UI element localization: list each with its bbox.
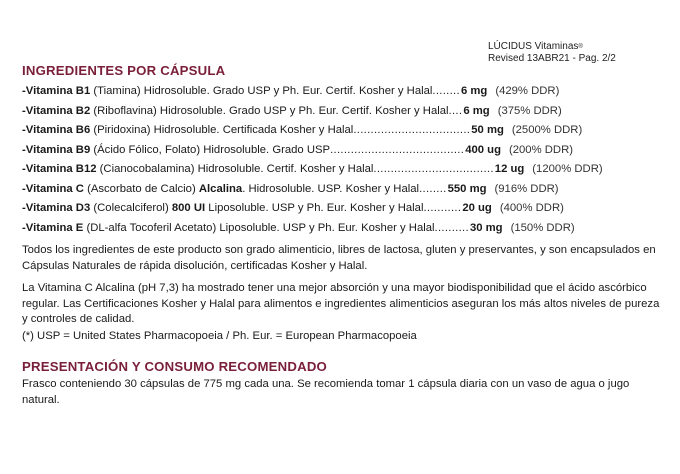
dot-leader: .................................. bbox=[353, 124, 471, 136]
vitamin-dose: 50 mg bbox=[471, 124, 504, 136]
vitamin-row bbox=[22, 222, 662, 242]
vitamin-highlight: 800 UI bbox=[171, 202, 206, 214]
vitamin-name: -Vitamina D3 bbox=[22, 202, 91, 214]
revision-label: Revised 13ABR21 - Pag. 2/2 bbox=[488, 53, 616, 64]
vitamin-dose: 6 mg bbox=[460, 85, 488, 97]
vitamin-description: (DL-alfa Tocoferil Acetato) Liposoluble. USP y Ph. Eur. Kosher y Halal bbox=[83, 221, 435, 234]
vitamin-name: -Vitamina B2 bbox=[22, 104, 91, 117]
dot-leader: ........ bbox=[419, 182, 447, 195]
vitamin-description: (Piridoxina) Hidrosoluble. Certificada Kosher y Halal bbox=[90, 124, 354, 136]
vitamin-ddr: (2500% DDR) bbox=[511, 124, 583, 136]
vitamin-ddr: (375% DDR) bbox=[497, 104, 562, 117]
vitamin-description-extra: . Hidrosoluble. USP. Kosher y Halal bbox=[242, 182, 420, 195]
dot-leader: .......... bbox=[434, 221, 469, 234]
vitamin-description: (Ascorbato de Calcio) bbox=[83, 182, 199, 195]
vitamin-dose: 400 ug bbox=[465, 143, 501, 156]
vitamin-name: -Vitamina B9 bbox=[22, 143, 91, 156]
brand-name-line bbox=[488, 41, 616, 53]
vitamin-ddr: (1200% DDR) bbox=[532, 163, 603, 175]
vitamin-ddr: (400% DDR) bbox=[499, 202, 564, 214]
vitamin-name: -Vitamina B6 bbox=[22, 124, 91, 136]
brand-header bbox=[488, 41, 616, 65]
vitamin-dose: 30 mg bbox=[469, 221, 503, 234]
vitamin-dose: 550 mg bbox=[447, 182, 487, 195]
vitamin-dose: 20 ug bbox=[462, 202, 492, 214]
vitamin-row bbox=[22, 163, 662, 183]
dot-leader: ........ bbox=[432, 85, 460, 97]
presentation-text: Frasco conteniendo 30 cápsulas de 775 mg cada una. Se recomienda tomar 1 cápsula diaria con un vaso de agua o jugo natural. bbox=[22, 378, 630, 406]
vitamin-c-note: La Vitamina C Alcalina (pH 7,3) ha mostrado tener una mejor absorción y una mayor biodisponibilidad que el ácido ascórbico regular. Las Certificaciones Kosher y Halal para alimentos e ingredientes alimenticios aseguran los más altos niveles de pureza y controles de calidad. bbox=[22, 282, 660, 325]
dot-leader: ................................... bbox=[373, 163, 494, 175]
dot-leader: ........... bbox=[423, 202, 462, 214]
ingredients-note: Todos los ingredientes de este producto son grado alimenticio, libres de lactosa, gluten y preservantes, y son encapsulados en Cápsulas Naturales de rápida disolución, certificadas Kosher y Halal. bbox=[22, 244, 656, 272]
vitamin-name: -Vitamina B1 bbox=[22, 85, 91, 97]
vitamin-name: -Vitamina B12 bbox=[22, 163, 97, 175]
vitamin-ddr: (150% DDR) bbox=[510, 221, 575, 234]
vitamin-list bbox=[22, 85, 662, 241]
vitamin-ddr: (916% DDR) bbox=[494, 182, 559, 195]
vitamin-description: (Cianocobalamina) Hidrosoluble. Certif. Kosher y Halal bbox=[96, 163, 374, 175]
vitamin-description-extra: Liposoluble. USP y Ph. Eur. Kosher y Halal bbox=[205, 202, 424, 214]
dot-leader: .... bbox=[448, 104, 463, 117]
pharmacopoeia-footnote: (*) USP = United States Pharmacopoeia / Ph. Eur. = European Pharmacopoeia bbox=[22, 330, 417, 342]
vitamin-name: -Vitamina C bbox=[22, 182, 84, 195]
vitamin-description: (Ácido Fólico, Folato) Hidrosoluble. Grado USP bbox=[90, 143, 331, 156]
vitamin-description: (Colecalciferol) bbox=[90, 202, 172, 214]
vitamin-row bbox=[22, 124, 662, 144]
vitamin-row bbox=[22, 105, 662, 125]
presentation-title: PRESENTACIÓN Y CONSUMO RECOMENDADO bbox=[22, 359, 328, 374]
registered-mark: ® bbox=[578, 44, 583, 50]
vitamin-ddr: (429% DDR) bbox=[495, 85, 560, 97]
vitamin-name: -Vitamina E bbox=[22, 221, 84, 234]
brand-name: LÚCIDUS Vitaminas bbox=[488, 41, 579, 52]
vitamin-highlight: Alcalina bbox=[198, 182, 243, 195]
vitamin-description: (Riboflavina) Hidrosoluble. Grado USP y Ph. Eur. Certif. Kosher y Halal bbox=[90, 104, 449, 117]
vitamin-dose: 6 mg bbox=[463, 104, 490, 117]
ingredients-title: INGREDIENTES POR CÁPSULA bbox=[22, 63, 226, 78]
vitamin-row bbox=[22, 144, 662, 164]
vitamin-dose: 12 ug bbox=[494, 163, 525, 175]
vitamin-row bbox=[22, 183, 662, 203]
vitamin-row bbox=[22, 202, 662, 222]
vitamin-row bbox=[22, 85, 662, 105]
vitamin-description: (Tiamina) Hidrosoluble. Grado USP y Ph. Eur. Certif. Kosher y Halal bbox=[90, 85, 433, 97]
dot-leader: ....................................... bbox=[330, 143, 465, 156]
vitamin-ddr: (200% DDR) bbox=[508, 143, 574, 156]
